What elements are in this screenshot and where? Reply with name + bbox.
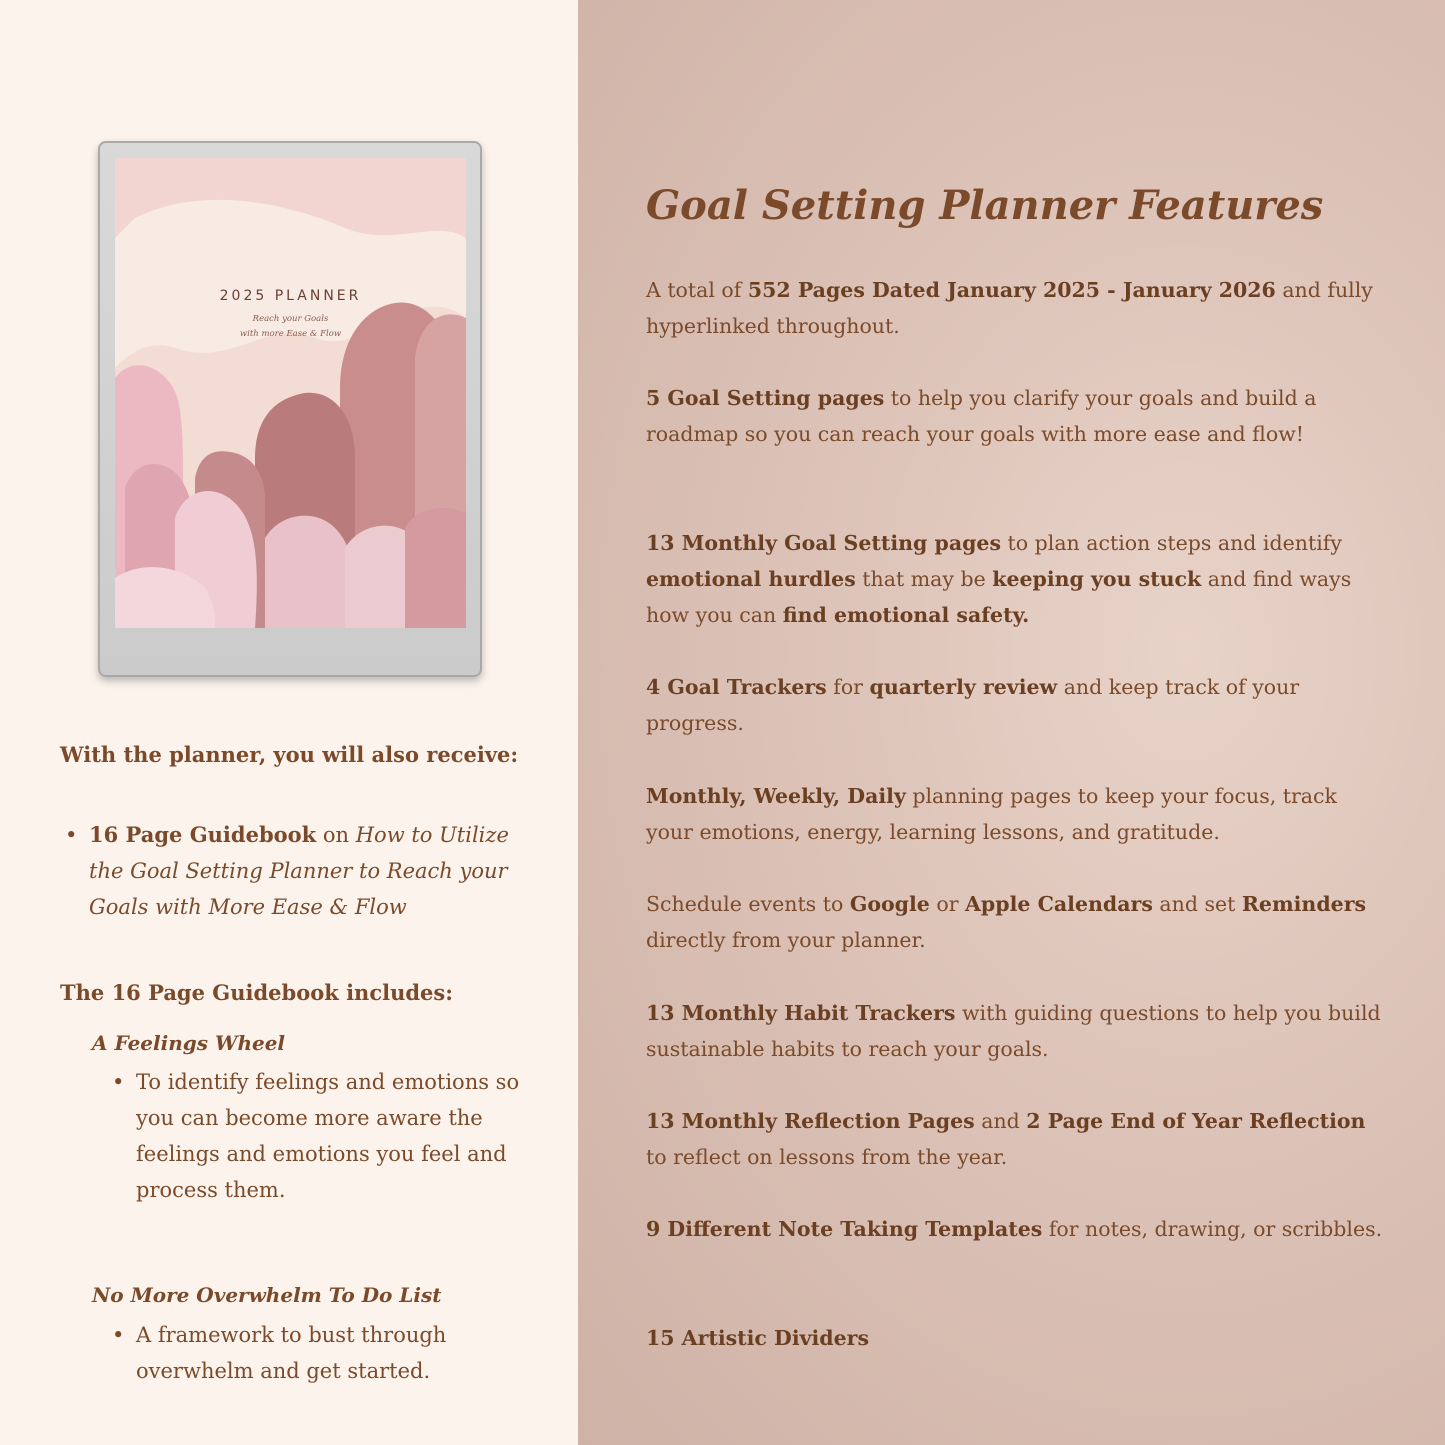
p2-text: to help you clarify your goals and build a roadmap so you can reach your goals with more ease and flow! [646, 386, 1317, 446]
feature-p4 [646, 669, 1386, 741]
p3-text-c: and find ways how you can [646, 567, 1352, 627]
feature-p5 [646, 778, 1386, 850]
guidebook-on: on [316, 823, 356, 847]
receive-heading: With the planner, you will also receive: [60, 742, 519, 767]
todo-bullet [112, 1317, 531, 1389]
p8-text-b: to reflect on lessons from the year. [646, 1145, 1008, 1169]
feelings-text: To identify feelings and emotions so you can become more aware the feelings and emotions you feel and process them. [136, 1070, 520, 1202]
todo-heading: No More Overwhelm To Do List [92, 1283, 442, 1307]
guidebook-italic: How to Utilize the Goal Setting Planner to Reach your Goals with More Ease & Flow [89, 823, 509, 919]
p6-text-d: directly from your planner. [646, 928, 926, 952]
p8-bold-b: 2 Page End of Year Reflection [1026, 1109, 1366, 1133]
feelings-bullet [112, 1064, 531, 1208]
p3-bold-b: emotional hurdles [646, 567, 856, 591]
feature-p7 [646, 995, 1386, 1067]
p3-bold-a: 13 Monthly Goal Setting pages [646, 531, 1002, 555]
todo-text: A framework to bust through overwhelm and get started. [136, 1323, 447, 1383]
bullet-dot: • [112, 1070, 125, 1094]
p1-text-b: and fully hyperlinked throughout. [646, 278, 1373, 338]
p3-text-a: to plan action steps and identify [1001, 531, 1342, 555]
p6-bold-c: Reminders [1241, 892, 1367, 916]
p1-bold: 552 Pages Dated January 2025 - January 2026 [747, 278, 1276, 302]
guidebook-bold: 16 Page Guidebook [89, 822, 317, 847]
feature-p10 [646, 1320, 1386, 1356]
p6-text-c: and set [1152, 892, 1242, 916]
p6-text-b: or [929, 892, 966, 916]
p3-bold-c: keeping you stuck [992, 567, 1202, 591]
tablet-device [98, 141, 482, 677]
feelings-heading: A Feelings Wheel [92, 1031, 286, 1055]
p10-bold: 15 Artistic Dividers [646, 1326, 870, 1350]
p6-bold-a: Google [849, 892, 930, 916]
cover-title: 2025 PLANNER [219, 288, 362, 304]
guidebook-bullet [65, 817, 549, 925]
p8-text-a: and [974, 1109, 1027, 1133]
p4-text-b: and keep track of your progress. [646, 675, 1300, 735]
bullet-dot: • [112, 1323, 125, 1347]
p7-text: with guiding questions to help you build sustainable habits to reach your goals. [646, 1001, 1381, 1061]
p4-bold-a: 4 Goal Trackers [646, 675, 827, 699]
feature-p9 [646, 1211, 1386, 1247]
p4-bold-b: quarterly review [869, 675, 1058, 699]
p5-bold: Monthly, Weekly, Daily [646, 784, 906, 808]
p5-text: planning pages to keep your focus, track your emotions, energy, learning lessons, and gratitude. [646, 784, 1337, 844]
feature-p1 [646, 272, 1386, 344]
p3-bold-d: find emotional safety. [782, 603, 1030, 627]
p2-bold: 5 Goal Setting pages [646, 386, 885, 410]
cover-artwork [115, 158, 466, 628]
p6-text-a: Schedule events to [646, 892, 850, 916]
p9-text: for notes, drawing, or scribbles. [1042, 1217, 1383, 1241]
p6-bold-b: Apple Calendars [965, 892, 1153, 916]
includes-heading: The 16 Page Guidebook includes: [60, 980, 453, 1005]
planner-cover [115, 158, 466, 628]
bullet-dot: • [65, 823, 78, 847]
cover-subtitle-line2: with more Ease & Flow [239, 329, 342, 339]
p7-bold: 13 Monthly Habit Trackers [646, 1001, 956, 1025]
p8-bold-a: 13 Monthly Reflection Pages [646, 1109, 975, 1133]
p9-bold: 9 Different Note Taking Templates [646, 1217, 1043, 1241]
p4-text-a: for [826, 675, 870, 699]
feature-p2 [646, 380, 1386, 452]
feature-p3 [646, 525, 1386, 633]
p1-text-a: A total of [646, 278, 748, 302]
feature-p8 [646, 1103, 1386, 1175]
p3-text-b: that may be [855, 567, 993, 591]
cover-subtitle [115, 312, 466, 342]
feature-p6 [646, 886, 1386, 958]
cover-subtitle-line1: Reach your Goals [252, 314, 329, 324]
features-title: Goal Setting Planner Features [646, 182, 1324, 229]
